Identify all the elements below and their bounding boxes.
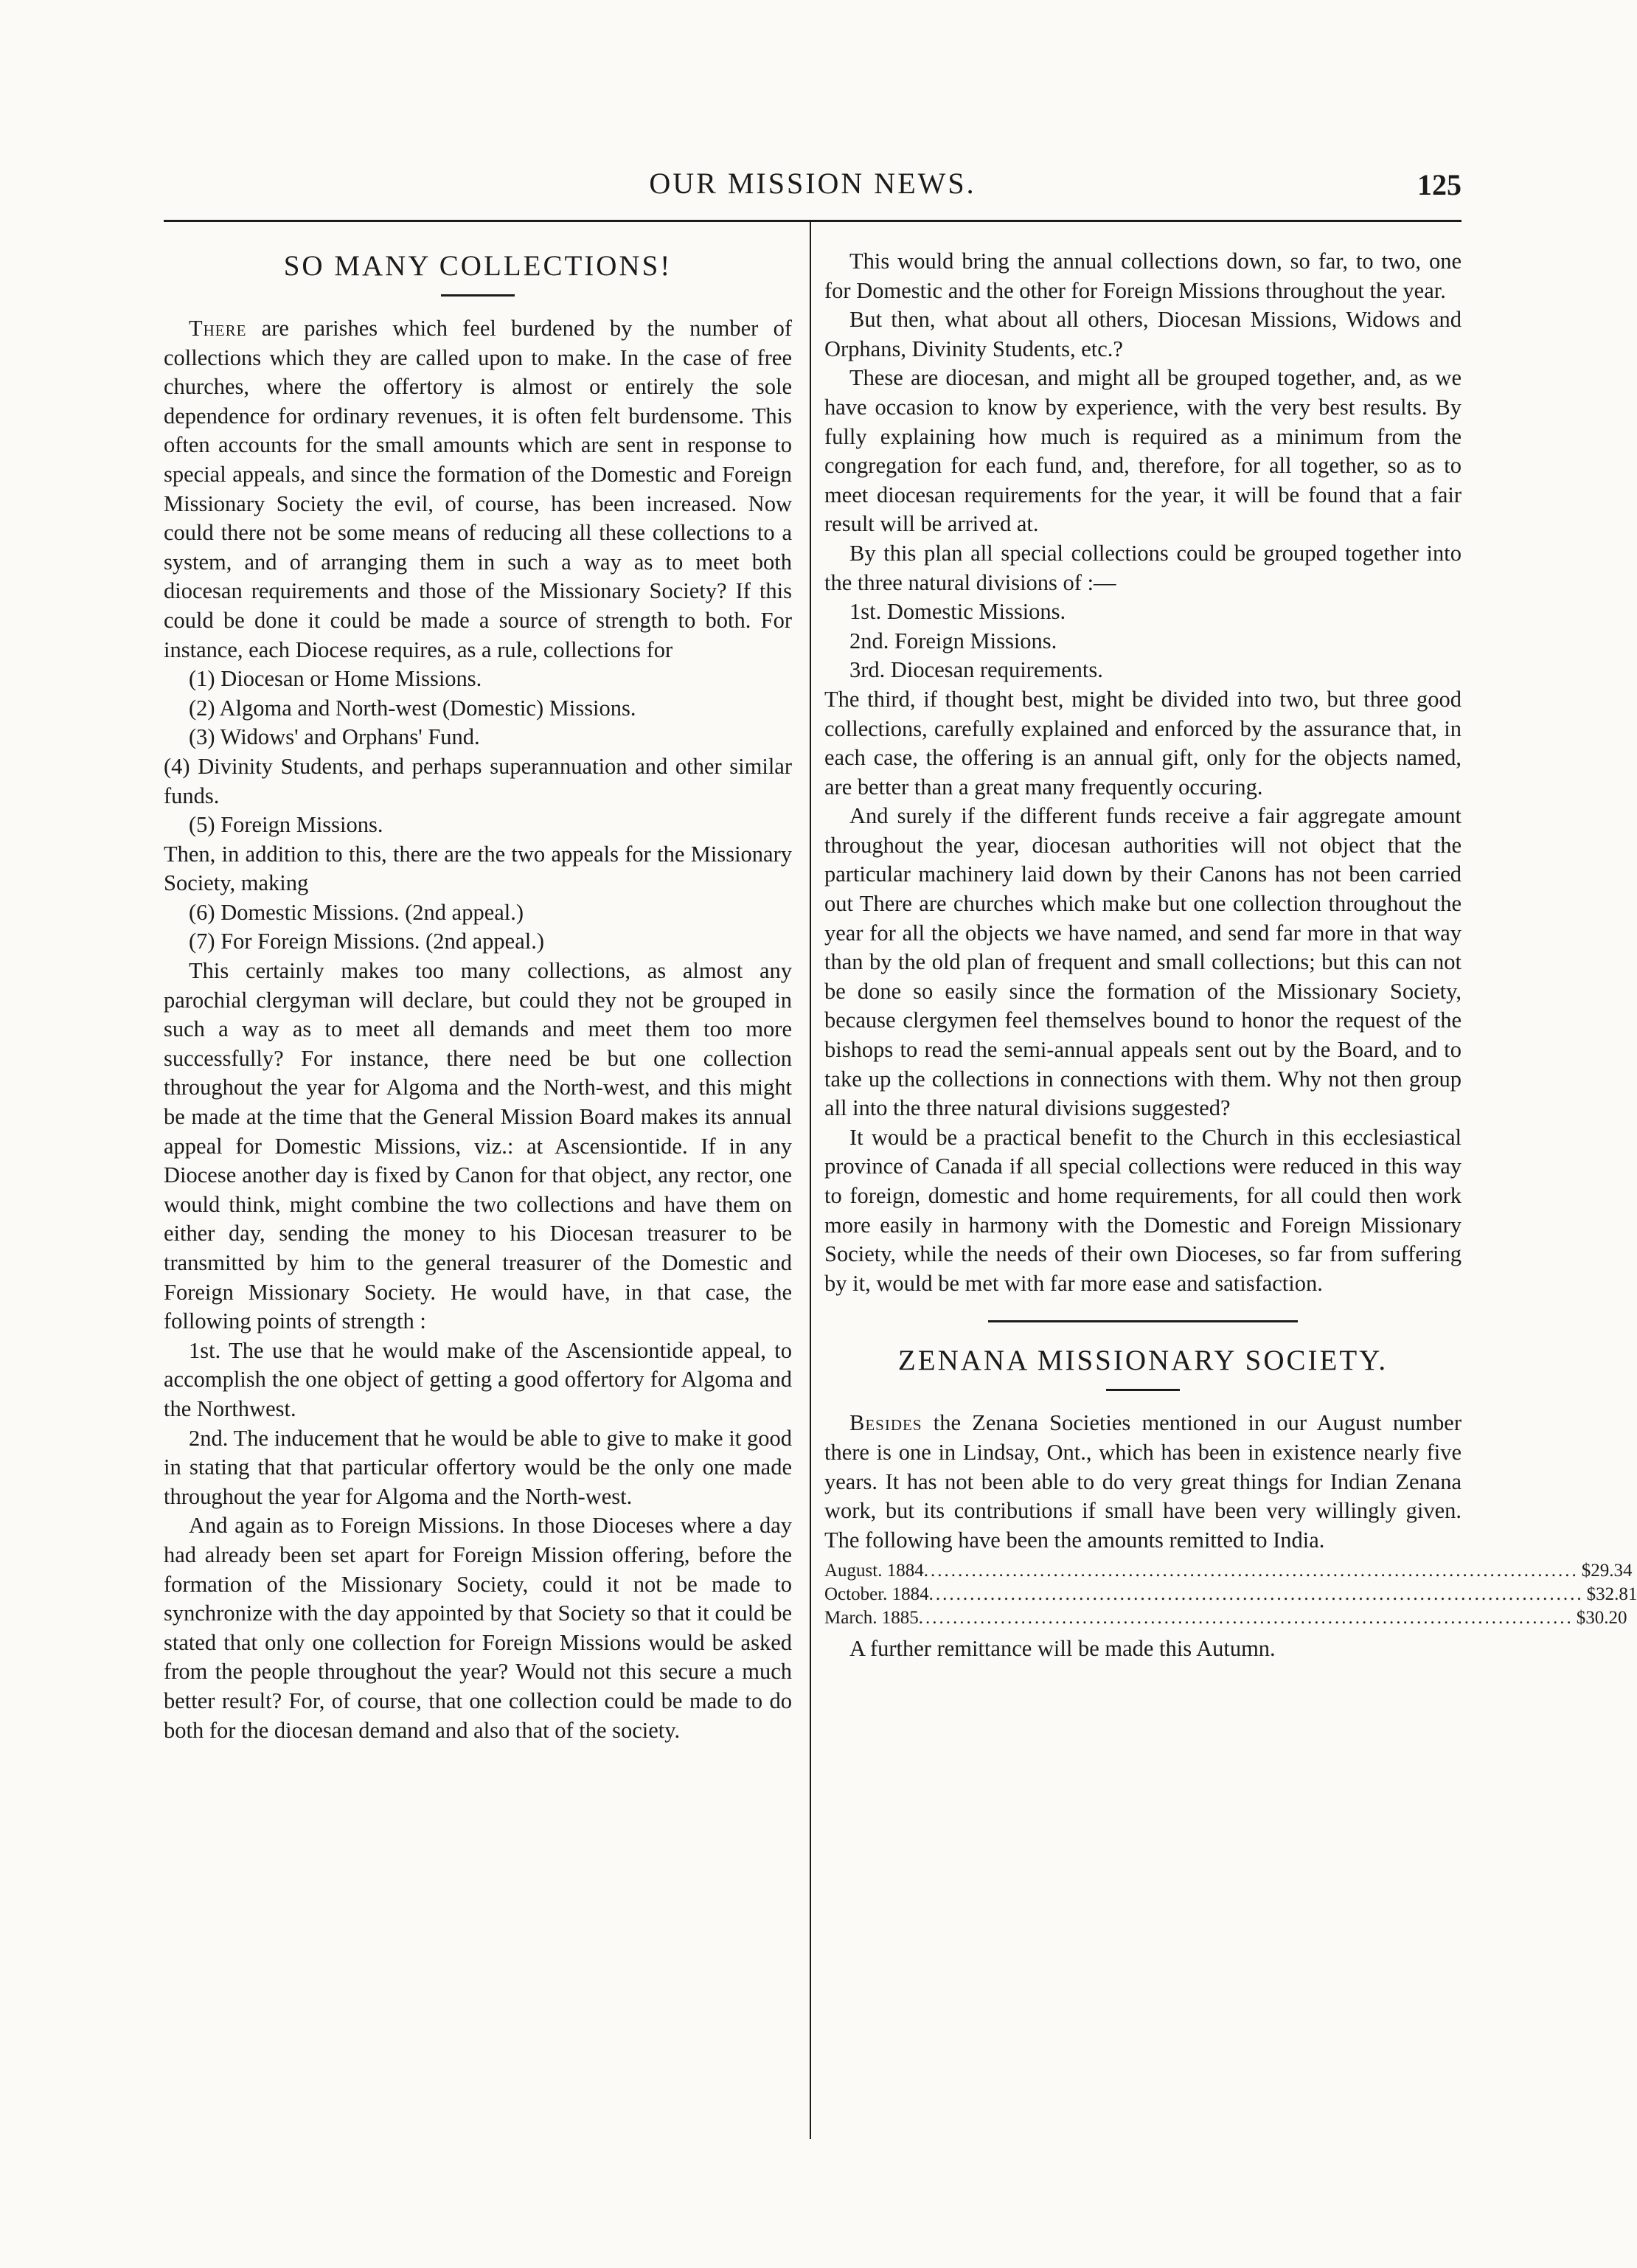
table-row bbox=[824, 1583, 1637, 1606]
list-item: (6) Domestic Missions. (2nd appeal.) bbox=[189, 899, 524, 925]
section-rule bbox=[988, 1320, 1298, 1322]
remittance-date: August. 1884 bbox=[824, 1561, 924, 1581]
table-row bbox=[824, 1606, 1627, 1630]
paragraph: But then, what about all others, Diocesan Missions, Widows and Orphans, Divinity Students, etc.? bbox=[824, 307, 1462, 361]
page-number: 125 bbox=[1417, 168, 1462, 201]
page-header bbox=[164, 166, 1462, 210]
paragraph: 1st. The use that he would make of the Ascensiontide appeal, to accomplish the one object of getting a good offertory for Algoma and the Northwest. bbox=[164, 1337, 792, 1421]
paragraph: By this plan all special collections could be grouped together into the three natural divisions of :— bbox=[824, 540, 1462, 595]
closing-line: A further remittance will be made this Autumn. bbox=[849, 1636, 1276, 1662]
list-item: 3rd. Diocesan requirements. bbox=[849, 657, 1103, 683]
article-intro bbox=[164, 314, 792, 665]
leader-dots: ................................................................................................ bbox=[918, 1608, 1574, 1629]
paragraph: And again as to Foreign Missions. In those Dioceses where a day had already been set apart for Foreign Mission offering, before the formation of the Missionary Society, could it not be made to synchronize with the day appointed by that Society so that it could be stated that only one collection for Foreign Missions would be asked from the people throughout the year? Would not this secure a much better result? For, of course, that one collection could be made to do both for the diocesan demand and also that of the society. bbox=[164, 1513, 792, 1743]
list-item: (2) Algoma and North-west (Domestic) Missions. bbox=[189, 695, 636, 721]
leader-dots: ................................................................................................ bbox=[928, 1584, 1584, 1605]
intro-dropword: There bbox=[189, 316, 247, 341]
list-item: 1st. Domestic Missions. bbox=[849, 599, 1066, 625]
list-item: (7) For Foreign Missions. (2nd appeal.) bbox=[189, 929, 545, 954]
paragraph: The third, if thought best, might be divided into two, but three good collections, carefully explained and enforced by the assurance that, in each case, the offering is an annual gift, only for the objects named, are better than a great many frequently occuring. bbox=[824, 686, 1462, 800]
running-head: OUR MISSION NEWS. bbox=[649, 167, 976, 200]
paragraph: Then, in addition to this, there are the two appeals for the Missionary Society, making bbox=[164, 841, 792, 896]
left-column bbox=[164, 247, 792, 1745]
remittance-amount: $32.81 bbox=[1586, 1584, 1637, 1605]
paragraph: 2nd. The inducement that he would be able to give to make it good in stating that that particular offertory would be the only one made throughout the year for Algoma and the North-west. bbox=[164, 1425, 792, 1509]
table-row bbox=[824, 1559, 1633, 1583]
remittance-date: March. 1885 bbox=[824, 1608, 919, 1629]
right-column bbox=[824, 247, 1637, 1664]
paragraph: This would bring the annual collections down, so far, to two, one for Domestic and the other for Foreign Missions throughout the year. bbox=[824, 249, 1462, 303]
paragraph: This certainly makes too many collections, as almost any parochial clergyman will declare, but could they not be grouped in such a way as to meet all demands and meet them too more successfully? For instance, there need be but one collection throughout the year for Algoma and the North-west, and this might be made at the time that the General Mission Board makes its annual appeal for Domestic Missions, viz.: at Ascensiontide. If in any Diocese another day is fixed by Canon for that object, any rector, one would think, might combine the two collections and have them on either day, sending the money to his Diocesan treasurer to be transmitted by him to the general treasurer of the Domestic and Foreign Missionary Society. He would have, in that case, the following points of strength : bbox=[164, 958, 792, 1334]
remittance-amount: $30.20 bbox=[1576, 1608, 1627, 1629]
list-item: (1) Diocesan or Home Missions. bbox=[189, 666, 482, 692]
paragraph: It would be a practical benefit to the Church in this ecclesiastical province of Canada if all special collections were reduced in this way to foreign, domestic and home requirements, for all could then work more easily in harmony with the Domestic and Foreign Missionary Society, while the needs of their own Dioceses, so far from suffering by it, would be met with far more ease and satisfaction. bbox=[824, 1124, 1462, 1296]
header-rule bbox=[164, 220, 1462, 222]
list-item: (3) Widows' and Orphans' Fund. bbox=[189, 724, 480, 750]
title-rule bbox=[1106, 1389, 1180, 1391]
paragraph: And surely if the different funds receive a fair aggregate amount throughout the year, diocesan authorities will not object that the particular machinery laid down by their Canons has not been carried out There are churches which make but one collection throughout the year for all the objects we have named, and send far more in that way than by the old plan of frequent and small collections; but this can not be done so easily since the formation of the Missionary Society, because clergymen feel themselves bound to honor the request of the bishops to read the semi-annual appeals sent out by the Board, and to take up the collections in connections with them. Why not then group all into the three natural divisions suggested? bbox=[824, 803, 1462, 1121]
article-title: ZENANA MISSIONARY SOCIETY. bbox=[897, 1345, 1389, 1377]
intro-text: are parishes which feel burdened by the number of collections which they are called upon to make. In the case of free churches, where the offertory is almost or entirely the sole dependence for ordinary revenues, it is often felt burdensome. This often accounts for the small amounts which are sent in response to special appeals, and since the formation of the Domestic and Foreign Missionary Society the evil, of course, has been increased. Now could there not be some means of reducing all these collections to a system, and of arranging them in such a way as to meet both diocesan requirements and those of the Missionary Society? If this could be done it could be made a source of strength to both. For instance, each Diocese requires, as a rule, collections for bbox=[164, 316, 792, 662]
list-item: (4) Divinity Students, and perhaps superannuation and other similar funds. bbox=[164, 753, 792, 808]
intro-dropword: Besides bbox=[849, 1410, 922, 1436]
remittance-date: October. 1884 bbox=[824, 1584, 929, 1605]
intro-text: the Zenana Societies mentioned in our August number there is one in Lindsay, Ont., which has been in existence nearly five years. It has not been able to do very great things for Indian Zenana work, but its contributions if small have been very willingly given. The following have been the amounts remitted to India. bbox=[824, 1410, 1462, 1553]
leader-dots: ................................................................................................ bbox=[923, 1561, 1579, 1581]
remittance-table bbox=[824, 1559, 1637, 1630]
column-divider bbox=[810, 221, 811, 2139]
article-title: SO MANY COLLECTIONS! bbox=[283, 250, 672, 282]
list-item: (5) Foreign Missions. bbox=[189, 812, 383, 838]
list-item: 2nd. Foreign Missions. bbox=[849, 628, 1057, 653]
article-intro bbox=[824, 1409, 1462, 1555]
remittance-amount: $29.34 bbox=[1581, 1561, 1633, 1581]
title-rule bbox=[441, 294, 515, 296]
paragraph: These are diocesan, and might all be grouped together, and, as we have occasion to know by experience, with the very best results. By fully explaining how much is required as a minimum from the congregation for each fund, and, therefore, for all together, so as to meet diocesan requirements for the year, it will be found that a fair result will be arrived at. bbox=[824, 365, 1462, 537]
